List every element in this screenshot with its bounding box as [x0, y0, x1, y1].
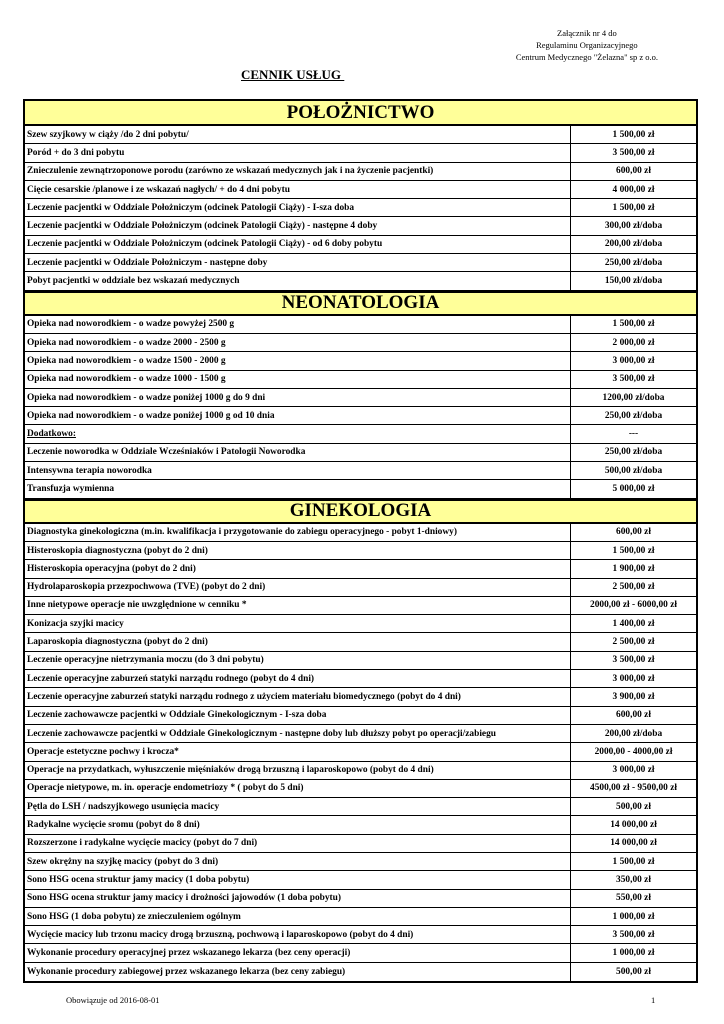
service-name: Leczenie pacjentki w Oddziale Położniczym (odcinek Patologii Ciąży) - następne 4 doby: [27, 221, 378, 232]
service-name-cell: [25, 560, 570, 577]
service-name-cell: [25, 371, 570, 388]
service-price: 2 500,00 zł: [570, 633, 696, 650]
service-price: 3 000,00 zł: [570, 670, 696, 687]
service-name-cell: [25, 334, 570, 351]
service-name: Leczenie zachowawcze pacjentki w Oddziale Ginekologicznym - I-sza doba: [27, 710, 327, 721]
attachment-line: Załącznik nr 4 do: [557, 28, 617, 38]
table-row: [25, 254, 696, 272]
service-name: Leczenie operacyjne nietrzymania moczu (do 3 dni pobytu): [27, 655, 264, 666]
service-name-cell: [25, 963, 570, 981]
service-price: 2000,00 zł - 6000,00 zł: [570, 597, 696, 614]
service-name: Histeroskopia diagnostyczna (pobyt do 2 dni): [27, 545, 208, 556]
table-row: [25, 352, 696, 370]
service-name-cell: [25, 236, 570, 253]
service-name: Pobyt pacjentki w oddziale bez wskazań medycznych: [27, 276, 240, 287]
service-name-cell: [25, 199, 570, 216]
service-name-cell: [25, 480, 570, 497]
service-name-cell: [25, 707, 570, 724]
table-row: [25, 462, 696, 480]
service-price: 3 500,00 zł: [570, 144, 696, 161]
service-name-cell: [25, 798, 570, 815]
service-price: 1 000,00 zł: [570, 908, 696, 925]
service-name-cell: [25, 890, 570, 907]
service-name: Operacje nietypowe, m. in. operacje endometriozy * ( pobyt do 5 dni): [27, 783, 304, 794]
service-name: Histeroskopia operacyjna (pobyt do 2 dni): [27, 563, 196, 574]
table-row: [25, 272, 696, 290]
service-name-cell: [25, 762, 570, 779]
service-name-cell: [25, 579, 570, 596]
table-row: [25, 798, 696, 816]
service-name: Leczenie operacyjne zaburzeń statyki narządu rodnego (pobyt do 4 dni): [27, 673, 315, 684]
table-row: [25, 688, 696, 706]
service-name: Cięcie cesarskie /planowe i ze wskazań nagłych/ + do 4 dni pobytu: [27, 184, 290, 195]
table-row: [25, 652, 696, 670]
service-price: 3 500,00 zł: [570, 371, 696, 388]
service-name-cell: [25, 272, 570, 289]
service-name: Radykalne wycięcie sromu (pobyt do 8 dni): [27, 820, 200, 831]
service-name: Dodatkowo:: [27, 429, 76, 440]
service-price: 1 500,00 zł: [570, 542, 696, 559]
table-row: [25, 444, 696, 462]
service-price: 3 500,00 zł: [570, 926, 696, 943]
service-name-cell: [25, 725, 570, 742]
service-name-cell: [25, 597, 570, 614]
service-name-cell: [25, 743, 570, 760]
table-row: [25, 633, 696, 651]
service-name: Diagnostyka ginekologiczna (m.in. kwalifikacja i przygotowanie do zabiegu operacyjnego - pobyt 1-dniowy): [27, 527, 457, 538]
service-name-cell: [25, 670, 570, 687]
service-name: Sono HSG ocena struktur jamy macicy (1 doba pobytu): [27, 874, 250, 885]
table-row: [25, 743, 696, 761]
table-row: [25, 371, 696, 389]
service-name: Wykonanie procedury zabiegowej przez wskazanego lekarza (bez ceny zabiegu): [27, 966, 346, 977]
page-number: 1: [651, 995, 656, 1005]
service-name: Laparoskopia diagnostyczna (pobyt do 2 dni): [27, 637, 208, 648]
service-price: 200,00 zł/doba: [570, 725, 696, 742]
table-row: [25, 963, 696, 981]
service-name: Inne nietypowe operacje nie uwzględnione w cenniku *: [27, 600, 247, 611]
service-name: Hydrolaparoskopia przezpochwowa (TVE) (pobyt do 2 dni): [27, 582, 266, 593]
service-price: 250,00 zł/doba: [570, 444, 696, 461]
table-row: [25, 560, 696, 578]
service-price: 300,00 zł/doba: [570, 217, 696, 234]
service-price: 500,00 zł: [570, 963, 696, 981]
service-name-cell: [25, 780, 570, 797]
service-name: Opieka nad noworodkiem - o wadze poniżej 1000 g od 10 dnia: [27, 410, 275, 421]
table-row: [25, 871, 696, 889]
service-price: 3 900,00 zł: [570, 688, 696, 705]
service-name-cell: [25, 254, 570, 271]
service-price: 4500,00 zł - 9500,00 zł: [570, 780, 696, 797]
table-row: [25, 908, 696, 926]
service-price: 3 500,00 zł: [570, 652, 696, 669]
attachment-note: [516, 27, 658, 63]
service-name-cell: [25, 316, 570, 333]
service-price: 2 500,00 zł: [570, 579, 696, 596]
table-row: [25, 407, 696, 425]
table-row: [25, 597, 696, 615]
table-row: [25, 725, 696, 743]
table-row: [25, 334, 696, 352]
service-price: 1 500,00 zł: [570, 126, 696, 143]
service-price: 500,00 zł: [570, 798, 696, 815]
service-name: Opieka nad noworodkiem - o wadze 1500 - 2000 g: [27, 355, 226, 366]
effective-date: Obowiązuje od 2016-08-01: [66, 995, 160, 1005]
service-name: Operacje na przydatkach, wyłuszczenie mięśniaków drogą brzuszną i laparoskopowo (pobyt do 4 dni): [27, 765, 434, 776]
service-name-cell: [25, 181, 570, 198]
table-row: [25, 236, 696, 254]
service-price: 1 900,00 zł: [570, 560, 696, 577]
service-name: Szew szyjkowy w ciąży /do 2 dni pobytu/: [27, 129, 189, 140]
service-name: Wykonanie procedury operacyjnej przez wskazanego lekarza (bez ceny operacji): [27, 948, 351, 959]
table-row: [25, 853, 696, 871]
section-header: POŁOŻNICTWO: [25, 101, 696, 126]
service-name-cell: [25, 462, 570, 479]
table-row: [25, 707, 696, 725]
service-name-cell: [25, 835, 570, 852]
table-row: [25, 542, 696, 560]
service-name-cell: [25, 425, 570, 442]
service-price: 5 000,00 zł: [570, 480, 696, 497]
section-header: GINEKOLOGIA: [25, 499, 696, 524]
service-price: 250,00 zł/doba: [570, 407, 696, 424]
table-row: [25, 199, 696, 217]
service-name: Opieka nad noworodkiem - o wadze 2000 - 2500 g: [27, 337, 226, 348]
service-price: 2 000,00 zł: [570, 334, 696, 351]
service-name-cell: [25, 217, 570, 234]
service-name-cell: [25, 908, 570, 925]
section-header: NEONATOLOGIA: [25, 291, 696, 316]
table-row: [25, 615, 696, 633]
table-row: [25, 762, 696, 780]
table-row: [25, 670, 696, 688]
table-row: [25, 780, 696, 798]
service-name: Rozszerzone i radykalne wycięcie macicy (pobyt do 7 dni): [27, 838, 258, 849]
service-price: 550,00 zł: [570, 890, 696, 907]
service-price: 600,00 zł: [570, 524, 696, 541]
service-name-cell: [25, 652, 570, 669]
service-name: Sono HSG (1 doba pobytu) ze znieczuleniem ogólnym: [27, 911, 241, 922]
service-name: Leczenie pacjentki w Oddziale Położniczym - następne doby: [27, 257, 268, 268]
service-name-cell: [25, 615, 570, 632]
service-price: 600,00 zł: [570, 707, 696, 724]
service-name: Transfuzja wymienna: [27, 483, 115, 494]
service-name-cell: [25, 853, 570, 870]
service-name-cell: [25, 389, 570, 406]
service-price: 14 000,00 zł: [570, 816, 696, 833]
table-row: [25, 944, 696, 962]
service-price: 600,00 zł: [570, 163, 696, 180]
service-price: 3 000,00 zł: [570, 352, 696, 369]
service-price: 1 400,00 zł: [570, 615, 696, 632]
attachment-line: Regulaminu Organizacyjnego: [536, 40, 638, 50]
table-row: [25, 480, 696, 498]
table-row: [25, 579, 696, 597]
service-name: Opieka nad noworodkiem - o wadze 1000 - 1500 g: [27, 374, 226, 385]
service-name: Leczenie pacjentki w Oddziale Położniczym (odcinek Patologii Ciąży) - od 6 doby pobytu: [27, 239, 383, 250]
service-price: 1 500,00 zł: [570, 199, 696, 216]
service-name: Intensywna terapia noworodka: [27, 465, 152, 476]
service-name-cell: [25, 871, 570, 888]
service-name: Operacje estetyczne pochwy i krocza*: [27, 746, 179, 757]
service-name: Pętla do LSH / nadszyjkowego usunięcia macicy: [27, 801, 220, 812]
table-row: [25, 181, 696, 199]
service-name: Opieka nad noworodkiem - o wadze poniżej 1000 g do 9 dni: [27, 392, 266, 403]
service-name: Szew okrężny na szyjkę macicy (pobyt do 3 dni): [27, 856, 219, 867]
service-price: 150,00 zł/doba: [570, 272, 696, 289]
table-row: [25, 217, 696, 235]
service-price: 500,00 zł/doba: [570, 462, 696, 479]
service-name-cell: [25, 633, 570, 650]
service-name: Leczenie zachowawcze pacjentki w Oddziale Ginekologicznym - następne doby lub dłuższy pobyt po operacji/zabiegu: [27, 728, 496, 739]
table-row: [25, 816, 696, 834]
table-row: [25, 890, 696, 908]
service-name: Znieczulenie zewnątrzoponowe porodu (zarówno ze wskazań medycznych jak i na życzenie pacjentki): [27, 166, 434, 177]
service-name-cell: [25, 542, 570, 559]
service-name: Opieka nad noworodkiem - o wadze powyżej 2500 g: [27, 319, 235, 330]
service-name: Poród + do 3 dni pobytu: [27, 147, 125, 158]
service-name-cell: [25, 444, 570, 461]
table-row: [25, 126, 696, 144]
service-price: 14 000,00 zł: [570, 835, 696, 852]
table-row: [25, 316, 696, 334]
service-price: 350,00 zł: [570, 871, 696, 888]
price-table: [23, 99, 698, 983]
service-price: 2000,00 - 4000,00 zł: [570, 743, 696, 760]
service-name-cell: [25, 688, 570, 705]
table-row: [25, 389, 696, 407]
table-row: [25, 425, 696, 443]
table-row: [25, 163, 696, 181]
service-name: Leczenie noworodka w Oddziale Wcześniaków i Patologii Noworodka: [27, 447, 306, 458]
table-row: [25, 144, 696, 162]
service-price: 1 500,00 zł: [570, 853, 696, 870]
service-price: 3 000,00 zł: [570, 762, 696, 779]
service-name-cell: [25, 926, 570, 943]
attachment-line: Centrum Medycznego "Żelazna" sp z o.o.: [515, 52, 658, 62]
service-price: 250,00 zł/doba: [570, 254, 696, 271]
service-price: ---: [570, 425, 696, 442]
service-price: 1200,00 zł/doba: [570, 389, 696, 406]
service-name-cell: [25, 944, 570, 961]
service-name-cell: [25, 126, 570, 143]
table-row: [25, 524, 696, 542]
service-name-cell: [25, 352, 570, 369]
service-name-cell: [25, 407, 570, 424]
service-name: Leczenie pacjentki w Oddziale Położniczym (odcinek Patologii Ciąży) - I-sza doba: [27, 202, 355, 213]
service-price: 4 000,00 zł: [570, 181, 696, 198]
service-name-cell: [25, 816, 570, 833]
document-title: CENNIK USŁUG: [241, 67, 345, 82]
table-row: [25, 835, 696, 853]
service-price: 200,00 zł/doba: [570, 236, 696, 253]
service-name-cell: [25, 163, 570, 180]
service-name: Konizacja szyjki macicy: [27, 618, 124, 629]
service-name: Leczenie operacyjne zaburzeń statyki narządu rodnego z użyciem materiału biomedycznego (pobyt do 4 dni): [27, 691, 461, 702]
service-name-cell: [25, 144, 570, 161]
service-price: 1 000,00 zł: [570, 944, 696, 961]
service-name: Sono HSG ocena struktur jamy macicy i drożności jajowodów (1 doba pobytu): [27, 893, 341, 904]
service-name-cell: [25, 524, 570, 541]
table-row: [25, 926, 696, 944]
service-price: 1 500,00 zł: [570, 316, 696, 333]
service-name: Wycięcie macicy lub trzonu macicy drogą brzuszną, pochwową i laparoskopowo (pobyt do 4 dni): [27, 929, 414, 940]
